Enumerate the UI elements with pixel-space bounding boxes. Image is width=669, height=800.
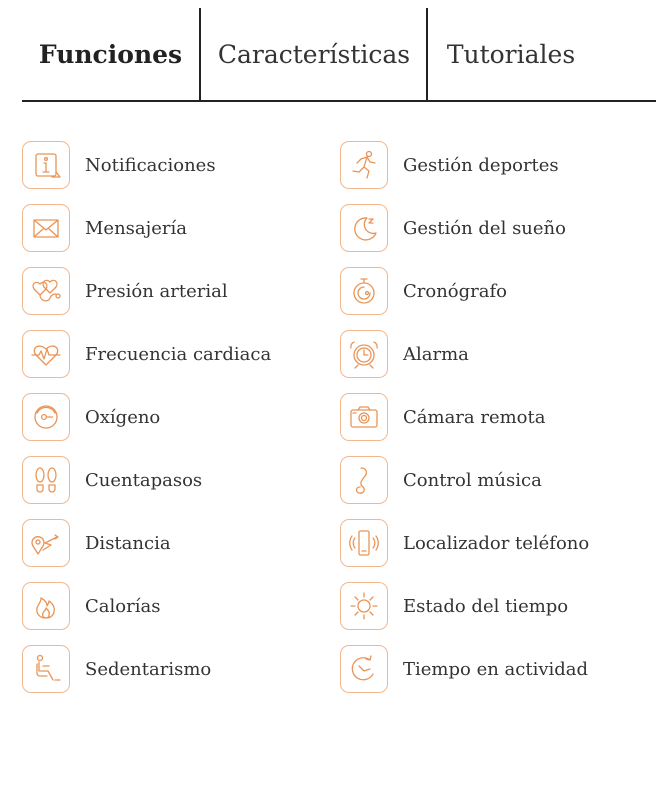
stopwatch-icon [340,267,388,315]
feature-item [22,202,187,254]
moon-sleep-icon [340,204,388,252]
seated-person-icon [22,645,70,693]
envelope-icon [22,204,70,252]
feature-item [340,202,566,254]
feature-item [22,139,216,191]
music-note-icon [340,456,388,504]
feature-label: Presión arterial [85,280,228,302]
tab-tutoriales[interactable]: Tutoriales [446,39,576,69]
feature-label: Estado del tiempo [403,595,569,617]
feature-label: Frecuencia cardiaca [85,343,272,365]
sun-weather-icon [340,582,388,630]
info-notification-icon [22,141,70,189]
phone-vibrate-icon [340,519,388,567]
feature-item [340,139,559,191]
feature-item [22,328,271,380]
feature-item [340,391,546,443]
feature-label: Gestión deportes [403,154,559,176]
feature-label: Notificaciones [85,154,216,176]
feature-label: Calorías [85,595,161,617]
feature-item [22,580,160,632]
tab-underline [22,100,656,102]
feature-item [22,265,228,317]
heart-pulse-icon [22,330,70,378]
feature-item [22,391,160,443]
blood-pressure-icon [22,267,70,315]
feature-label: Cámara remota [403,406,546,428]
feature-label: Control música [403,469,542,491]
feature-item [22,454,202,506]
feature-item [340,328,469,380]
feature-label: Sedentarismo [85,658,212,680]
tab-bar [22,8,656,102]
feature-label: Mensajería [85,217,187,239]
feature-item [340,517,589,569]
camera-icon [340,393,388,441]
tab-funciones[interactable]: Funciones [38,39,183,69]
footprints-icon [22,456,70,504]
oxygen-icon [22,393,70,441]
feature-label: Tiempo en actividad [403,658,589,680]
feature-item [340,580,568,632]
flame-icon [22,582,70,630]
feature-label: Localizador teléfono [403,532,590,554]
feature-label: Gestión del sueño [403,217,566,239]
distance-pin-icon [22,519,70,567]
feature-label: Distancia [85,532,171,554]
feature-label: Cuentapasos [85,469,203,491]
activity-timer-icon [340,645,388,693]
feature-item [340,454,542,506]
alarm-clock-icon [340,330,388,378]
feature-label: Alarma [403,343,469,365]
feature-label: Oxígeno [85,406,161,428]
feature-label: Cronógrafo [403,280,508,302]
feature-item [340,643,588,695]
feature-item [340,265,507,317]
tab-caracteristicas[interactable]: Características [217,39,411,69]
running-person-icon [340,141,388,189]
feature-item [22,643,211,695]
feature-item [22,517,171,569]
